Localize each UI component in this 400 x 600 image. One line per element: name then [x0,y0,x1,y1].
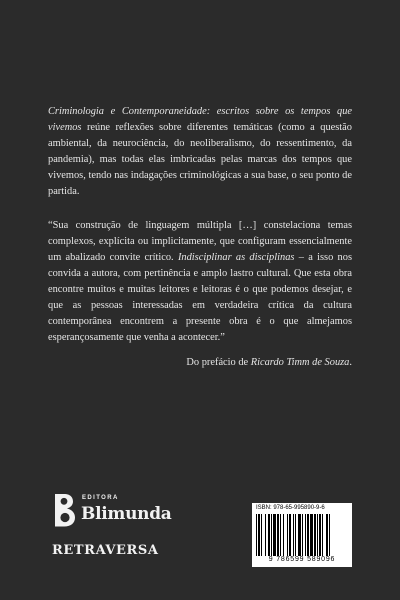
imprint-name: RETRAVERSA [52,543,159,558]
barcode-bar [265,514,266,556]
barcode-bar [319,514,321,556]
credit-suffix: . [349,357,352,368]
barcode-bar [298,514,301,556]
quote-italic: Indisciplinar as disciplinas [177,252,295,263]
barcode-bar [307,514,309,556]
barcode-bar [271,514,272,556]
intro-body: reúne reflexões sobre diferentes temáticas (como a questão ambiental, da neurociência, do neoliberalismo, do ressentimento, da pandemia), mas todas elas imbricadas pelas marcas dos tempos que vivemos, tendo nas indagações criminológicas a sua base, o seu ponto de partida. [48,122,352,197]
barcode-bar [322,514,323,556]
editora-label: EDITORA [82,495,119,501]
barcode-bar [329,514,330,556]
isbn-barcode [252,503,352,567]
quote-part-1: “Sua construção de linguagem múltipla […] constelaciona temas complexos, explícita ou implicitamente, que configuram essencialmente um abalizado convite crítico. [48,220,352,263]
barcode-bar [317,514,318,556]
barcode-bar [261,514,262,556]
barcode-bar [256,514,257,556]
barcode-bars [256,514,348,556]
preface-credit [48,355,352,371]
publisher-name: Blimunda [81,504,172,524]
isbn-label: ISBN: 978-65-995890-9-6 [256,505,325,511]
barcode-bar [268,514,270,556]
barcode-bar [302,514,303,556]
publisher-logo [52,492,172,530]
barcode-digits: 9 786599 589096 [268,556,336,563]
barcode-bar [287,514,288,556]
credit-prefix: Do prefácio de [186,357,251,368]
barcode-bar [293,514,294,556]
book-title: Criminologia e Contemporaneidade: escritos sobre os tempos que vivemos [48,106,352,133]
barcode-bar [280,514,281,556]
barcode-bar [289,514,291,556]
quote-part-2: – a isso nos convida a autora, com pertinência e amplo lastro cultural. Que esta obra encontre muitos e muitas leitores e leitoras é o que podemos desejar, e que as pessoas interessadas em verdadeira crítica da cultura contemporânea encontrem a presente obra é o que almejamos esperançosamente que venha a acontecer.” [48,252,352,343]
back-cover-text [48,104,352,371]
barcode-bar [258,514,260,556]
barcode-bar [283,514,284,556]
barcode-bar [305,514,306,556]
credit-author: Ricardo Timm de Souza [250,357,350,368]
barcode-bar [277,514,279,556]
barcode-bar [310,514,313,556]
preface-quote [48,218,352,346]
barcode-bar [314,514,316,556]
barcode-bar [273,514,276,556]
intro-paragraph [48,104,352,200]
barcode-bar [326,514,328,556]
blimunda-mark-icon [52,492,78,528]
barcode-bar [295,514,296,556]
